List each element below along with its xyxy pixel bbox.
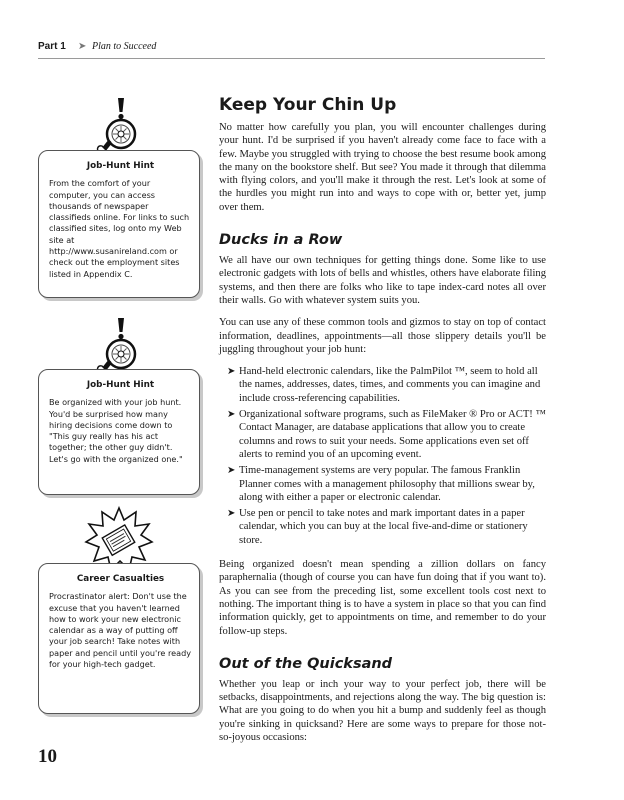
heading-ducks-in-a-row: Ducks in a Row	[219, 232, 343, 249]
arrowhead-bullet-icon: ➤	[227, 409, 236, 421]
list-item	[219, 365, 546, 405]
magnifier-exclamation-icon	[90, 96, 150, 158]
arrowhead-bullet-icon: ➤	[227, 366, 236, 378]
running-header	[38, 40, 545, 59]
job-hunt-hint-body-2: Be organized with your job hunt. You'd be surprised how many hiring decisions come down to "This guy really has his act together; the other guy didn't. Let's go with the organized one."	[49, 397, 183, 464]
career-casualties-title: Career Casualties	[76, 574, 165, 584]
list-item-text: Organizational software programs, such as FileMaker ® Pro or ACT! ™ Contact Manager, are database applications that allow you to create columns and rows to suit your needs. Some applications even set off alerts to remind you of an upcoming event.	[239, 409, 546, 460]
list-item-text: Hand-held electronic calendars, like the PalmPilot ™, seem to hold all the names, addresses, dates, times, and comments you can imagine and include cross-referencing capabilities.	[239, 366, 541, 404]
organized-paragraph: Being organized doesn't mean spending a zillion dollars on fancy paraphernalia (though of course you can have fun doing that if you want to). As you can see from the preceding list, some excellent tools cost next to nothing. The important thing is to have a system in place so that you can find information quickly, get to appointments on time, and remember to do your follow-up steps.	[219, 559, 546, 637]
career-casualties-body: Procrastinator alert: Don't use the excuse that you haven't learned how to work your new electronic calendar as a way of putting off your job search! Take notes with paper and pencil until you're ready for your high-tech gadget.	[49, 591, 191, 670]
job-hunt-hint-box-1	[38, 150, 200, 298]
tools-bullet-list	[219, 365, 546, 547]
arrowhead-bullet-icon: ➤	[227, 508, 236, 520]
arrowhead-bullet-icon: ➤	[227, 465, 236, 477]
list-item-text: Time-management systems are very popular. The famous Franklin Planner comes with a management philosophy that millions swear by, along with either a paper or electronic calendar.	[239, 465, 535, 503]
job-hunt-hint-title-1: Job-Hunt Hint	[86, 161, 155, 171]
list-item	[219, 464, 546, 504]
part-title: Plan to Succeed	[92, 41, 157, 52]
list-item-text: Use pen or pencil to take notes and mark important dates in a paper calendar, which you can buy at the local five-and-dime or stationery store.	[239, 508, 528, 546]
heading-keep-your-chin-up: Keep Your Chin Up	[219, 95, 397, 115]
ducks-paragraph-1: We all have our own techniques for getting things done. Some like to use electronic gadgets with lots of bells and whistles, others have elaborate filing systems, and then there are folks who like to tape index-card notes all over their walls. Go with whatever system suits you.	[219, 255, 546, 306]
career-casualties-box	[38, 563, 200, 714]
part-label: Part 1	[38, 41, 66, 52]
header-arrow-icon: ➤	[78, 41, 87, 52]
list-item	[219, 408, 546, 461]
heading-out-of-the-quicksand: Out of the Quicksand	[219, 655, 393, 672]
page-number: 10	[38, 746, 57, 767]
main-column	[219, 94, 546, 753]
quicksand-paragraph: Whether you leap or inch your way to your perfect job, there will be setbacks, disappointments, and rejections along the way. The big question is: What are you going to do when you hit a bump and suddenly feel as though you're sinking in quicksand? Here are some ways to prepare for those not-so-joyous occasions:	[219, 678, 546, 743]
intro-paragraph: No matter how carefully you plan, you will encounter challenges during your hunt. I'd be surprised if you haven't already come face to face with a few. Maybe you struggled with trying to choose the best resume book among the many on the bookstore shelf. But see? You made it through that dilemma with flying colors, and you'll make it through the rest. Let's look at some of the hurdles you might run into and ways to cope with or, better yet, jump over them.	[219, 122, 546, 213]
job-hunt-hint-box-2	[38, 369, 200, 495]
ducks-paragraph-2: You can use any of these common tools and gizmos to stay on top of contact information, deadlines, appointments—all those slippery details you'll be juggling throughout your job hunt:	[219, 317, 546, 355]
list-item	[219, 507, 546, 547]
job-hunt-hint-title-2: Job-Hunt Hint	[86, 380, 155, 390]
job-hunt-hint-body-1: From the comfort of your computer, you can access thousands of newspaper classifieds online. For links to such classified sites, log onto my Web site at http://www.susanireland.com or check out the employment sites listed in Appendix C.	[49, 178, 190, 279]
